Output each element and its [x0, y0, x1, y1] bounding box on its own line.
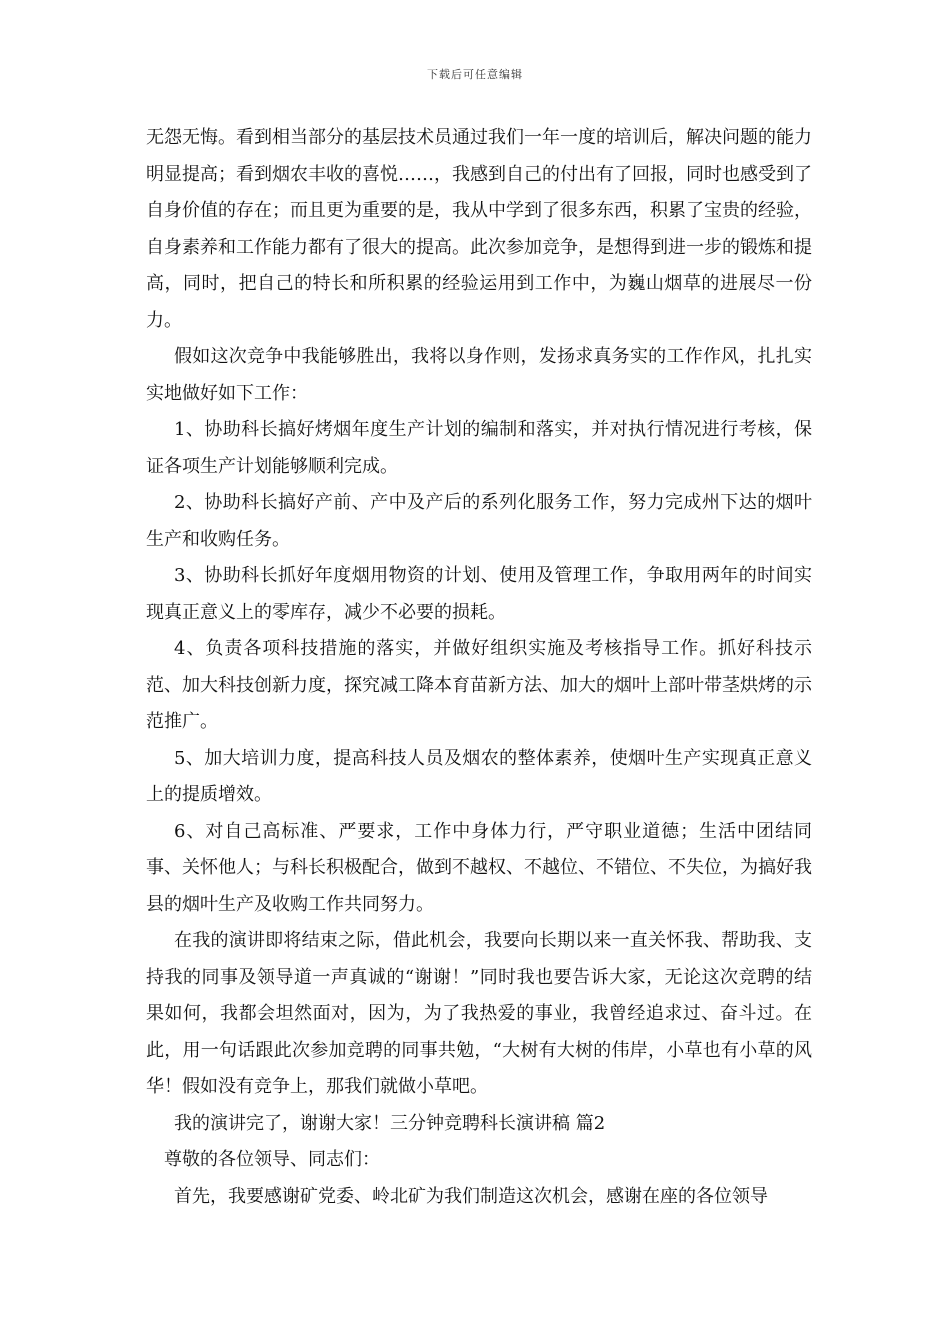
- paragraph-item-2: 2、协助科长搞好产前、产中及产后的系列化服务工作，努力完成州下达的烟叶生产和收购任务。: [146, 492, 812, 550]
- paragraph-item-5: 5、加大培训力度，提高科技人员及烟农的整体素养，使烟叶生产实现真正意义上的提质增效。: [146, 747, 812, 805]
- paragraph-opening: 首先，我要感谢矿党委、岭北矿为我们制造这次机会，感谢在座的各位领导: [174, 1185, 768, 1207]
- page-header: 下载后可任意编辑: [427, 68, 523, 81]
- paragraph-item-6: 6、对自己高标准、严要求，工作中身体力行，严守职业道德；生活中团结同事、关怀他人；与科长积极配合，做到不越权、不越位、不错位、不失位，为搞好我县的烟叶生产及收购工作共同努力。: [146, 820, 812, 915]
- paragraph-item-1: 1、协助科长搞好烤烟年度生产计划的编制和落实，并对执行情况进行考核，保证各项生产计划能够顺利完成。: [146, 419, 812, 477]
- paragraph-intent: 假如这次竞争中我能够胜出，我将以身作则，发扬求真务实的工作作风，扎扎实实地做好如下工作：: [146, 346, 812, 404]
- paragraph-continuation: 无怨无悔。看到相当部分的基层技术员通过我们一年一度的培训后，解决问题的能力明显提高；看到烟农丰收的喜悦……，我感到自己的付出有了回报，同时也感受到了自身价值的存在；而且更为重要的是，我从中学到了很多东西，积累了宝贵的经验，自身素养和工作能力都有了很大的提高。此次参加竞争，是想得到进一步的锻炼和提高，同时，把自己的特长和所积累的经验运用到工作中，为巍山烟草的进展尽一份力。: [146, 127, 812, 331]
- paragraph-closing: 在我的演讲即将结束之际，借此机会，我要向长期以来一直关怀我、帮助我、支持我的同事及领导道一声真诚的“谢谢！”同时我也要告诉大家，无论这次竞聘的结果如何，我都会坦然面对，因为，为了我热爱的事业，我曾经追求过、奋斗过。在此，用一句话跟此次参加竞聘的同事共勉，“大树有大树的伟岸，小草也有小草的风华！假如没有竞争上，那我们就做小草吧。: [146, 930, 812, 1097]
- paragraph-end-and-title: 我的演讲完了，谢谢大家！三分钟竞聘科长演讲稿 篇2: [174, 1112, 606, 1134]
- paragraph-item-3: 3、协助科长抓好年度烟用物资的计划、使用及管理工作，争取用两年的时间实现真正意义上的零库存，减少不必要的损耗。: [146, 565, 812, 623]
- paragraph-item-4: 4、负责各项科技措施的落实，并做好组织实施及考核指导工作。抓好科技示范、加大科技创新力度，探究减工降本育苗新方法、加大的烟叶上部叶带茎烘烤的示范推广。: [146, 638, 812, 732]
- paragraph-salutation: 尊敬的各位领导、同志们：: [164, 1149, 380, 1170]
- document-body: [146, 120, 812, 1215]
